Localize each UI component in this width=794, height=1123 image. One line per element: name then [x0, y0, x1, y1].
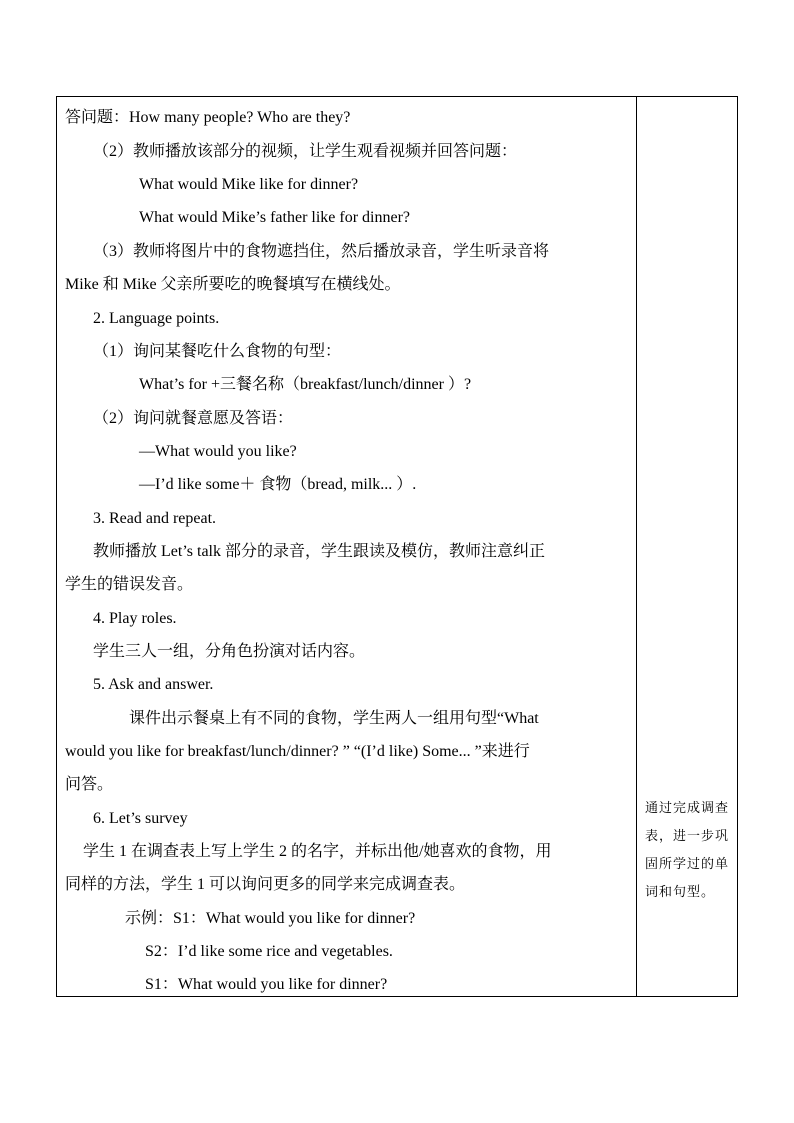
- text-line: 示例：S1：What would you like for dinner?: [125, 910, 416, 927]
- section-heading: 2. Language points.: [93, 310, 220, 327]
- lesson-plan-table: [56, 96, 738, 997]
- text-line: What would Mike’s father like for dinner?: [139, 209, 411, 226]
- text-line: 课件出示餐桌上有不同的食物，学生两人一组用句型“What: [129, 710, 539, 727]
- text-line: What would Mike like for dinner?: [139, 176, 359, 193]
- procedure-cell: [57, 97, 636, 996]
- text-line: 答问题：How many people? Who are they?: [65, 109, 351, 126]
- text-line: 学生三人一组，分角色扮演对话内容。: [93, 643, 366, 660]
- text-line: —I’d like some＋ 食物（bread, milk... ）.: [139, 476, 417, 493]
- text-line: （1）询问某餐吃什么食物的句型：: [93, 343, 342, 360]
- text-line: Mike 和 Mike 父亲所要吃的晚餐填写在横线处。: [65, 276, 401, 293]
- text-line: 学生 1 在调查表上写上学生 2 的名字，并标出他/她喜欢的食物，用: [83, 843, 552, 860]
- text-line: （2）教师播放该部分的视频，让学生观看视频并回答问题：: [93, 143, 518, 160]
- text-line: S1：What would you like for dinner?: [145, 976, 388, 993]
- text-line: —What would you like?: [139, 443, 297, 460]
- section-heading: 6. Let’s survey: [93, 810, 188, 827]
- text-line: （2）询问就餐意愿及答语：: [93, 410, 294, 427]
- text-line: What’s for +三餐名称（breakfast/lunch/dinner ）?: [139, 376, 472, 393]
- text-line: （3）教师将图片中的食物遮挡住，然后播放录音，学生听录音将: [93, 243, 550, 260]
- section-heading: 3. Read and repeat.: [93, 510, 217, 527]
- text-line: would you like for breakfast/lunch/dinner? ” “(I’d like) Some... ”来进行: [65, 743, 530, 760]
- text-line: 学生的错误发音。: [65, 576, 194, 593]
- design-intent-note: 通过完成调查表，进一步巩固所学过的单词和句型。: [645, 801, 730, 900]
- section-heading: 5. Ask and answer.: [93, 676, 214, 693]
- text-line: S2：I’d like some rice and vegetables.: [145, 943, 393, 960]
- text-line: 同样的方法，学生 1 可以询问更多的同学来完成调查表。: [65, 876, 466, 893]
- text-line: 教师播放 Let’s talk 部分的录音，学生跟读及模仿，教师注意纠正: [93, 543, 545, 560]
- design-intent-cell: [637, 97, 737, 996]
- text-line: 问答。: [65, 776, 114, 793]
- section-heading: 4. Play roles.: [93, 610, 177, 627]
